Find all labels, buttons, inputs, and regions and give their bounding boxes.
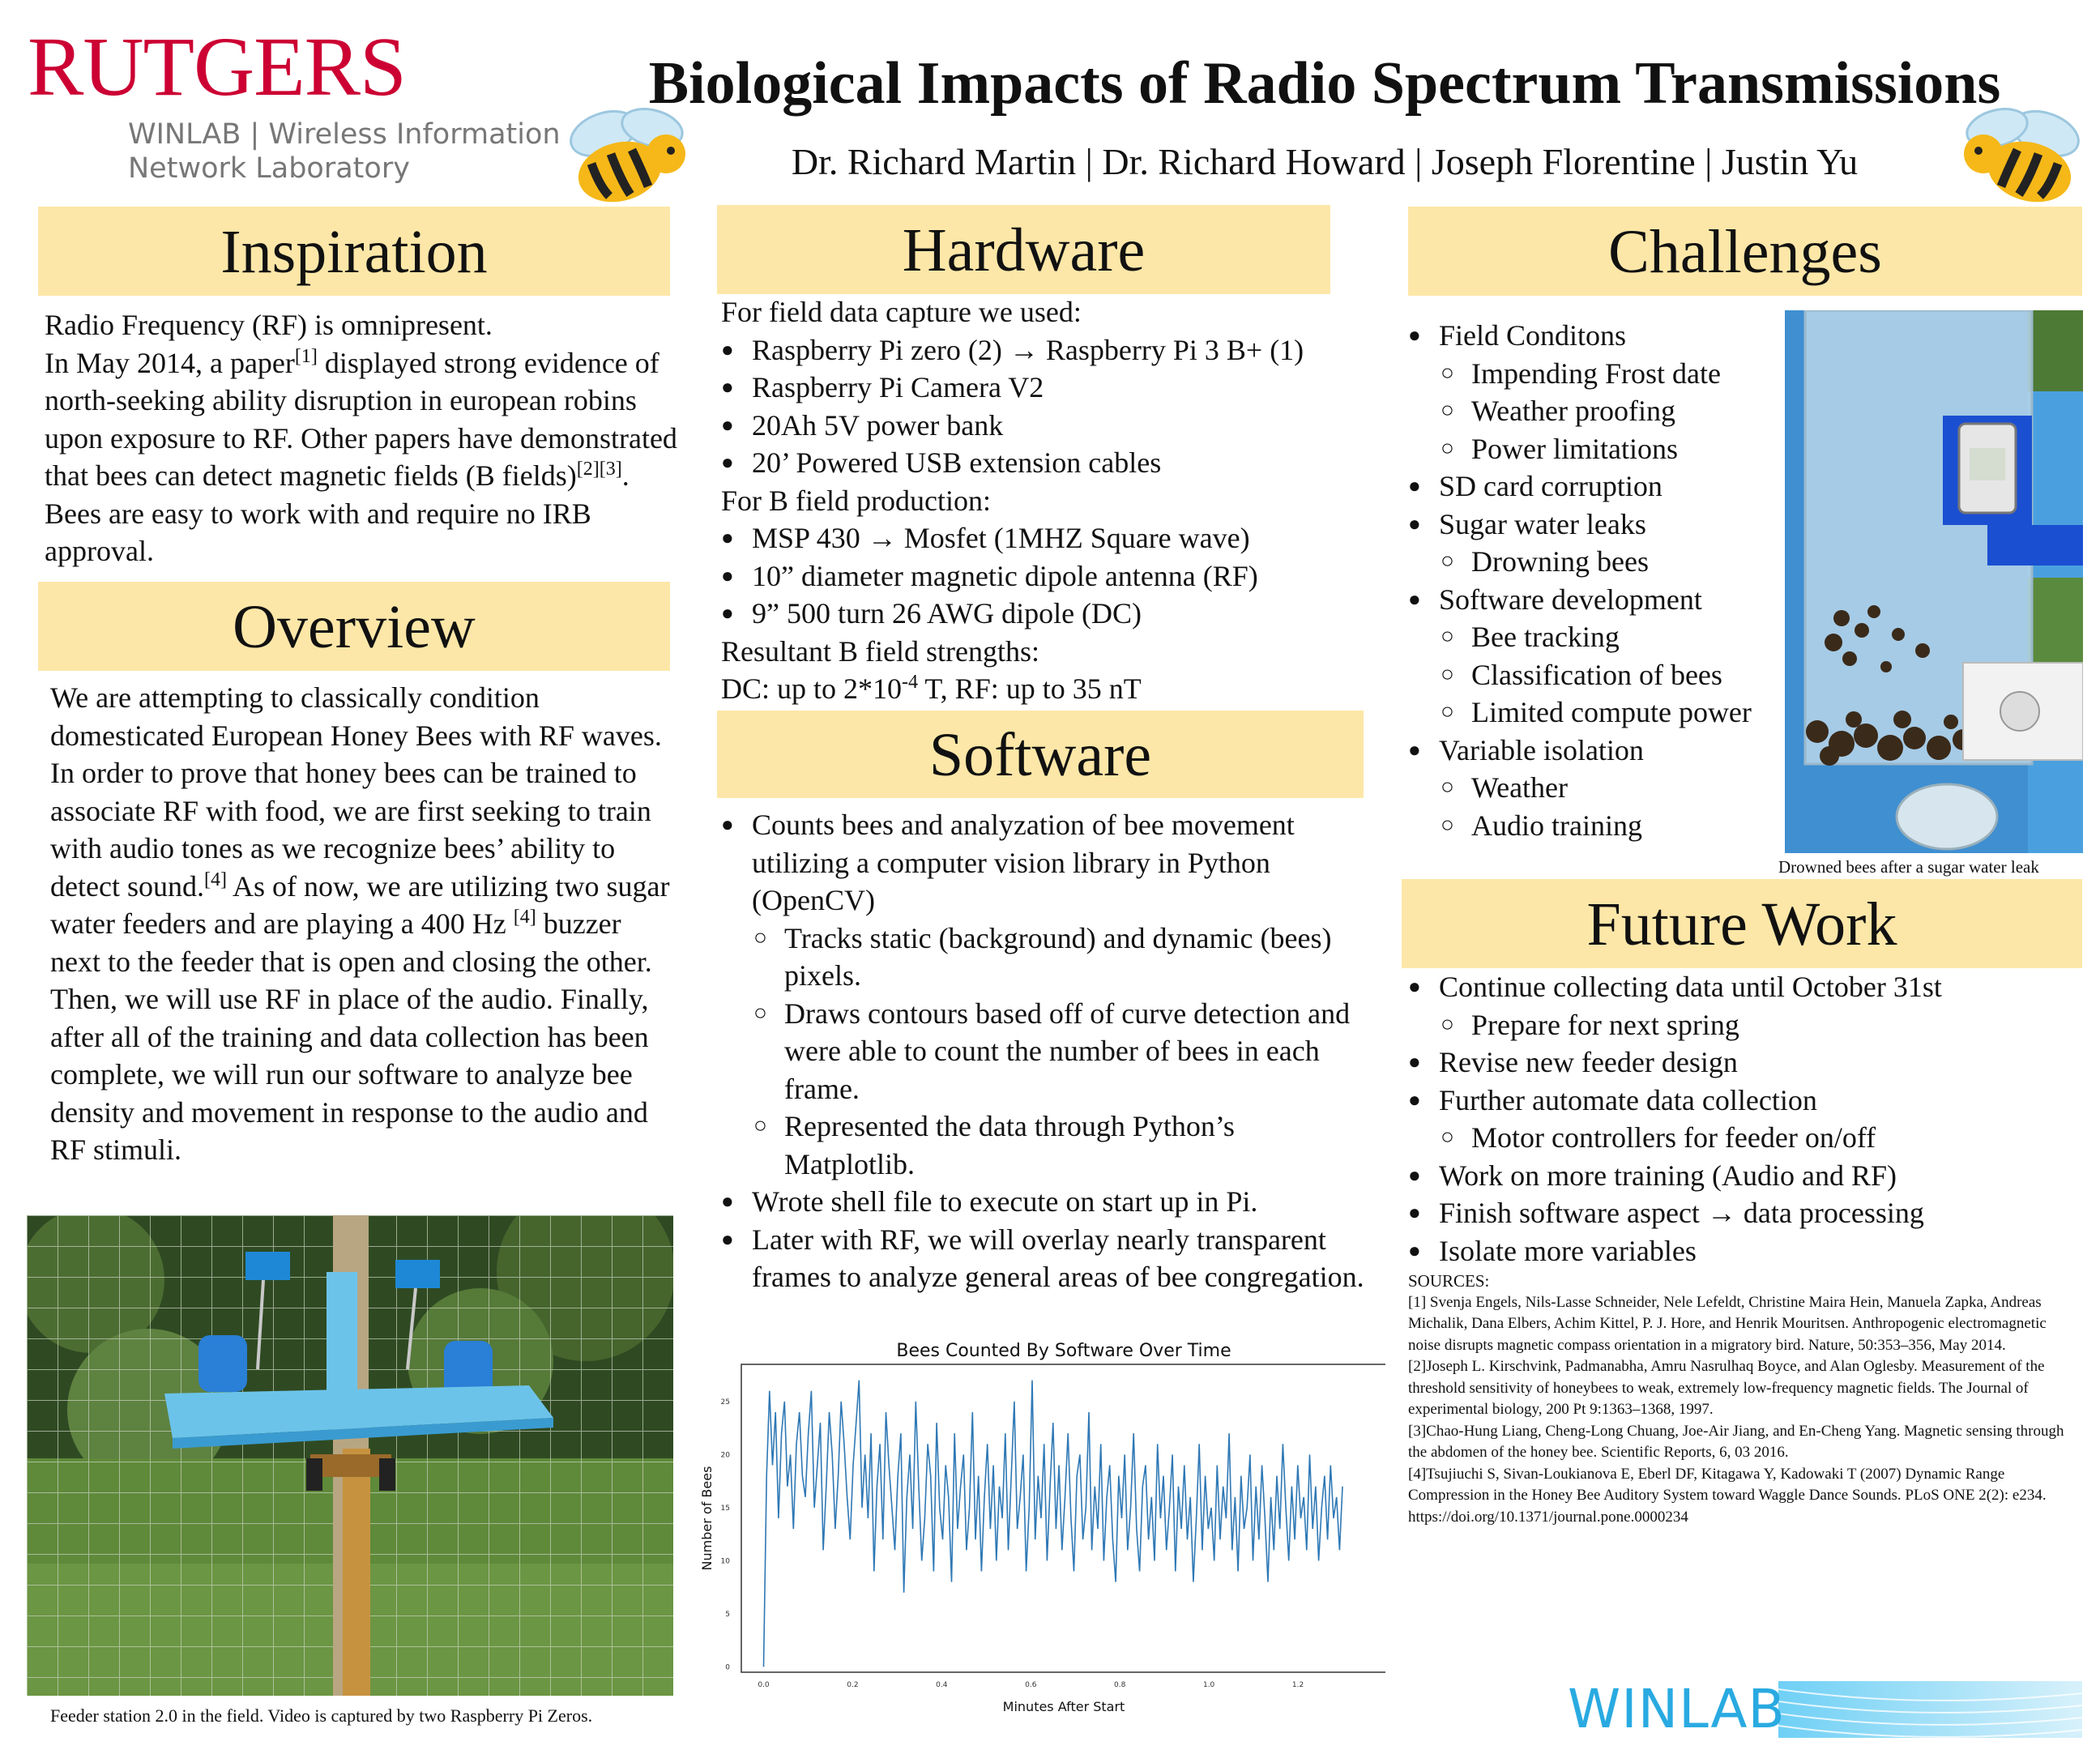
list-item: ● Further automate data collection xyxy=(1408,1082,2089,1120)
list-subitem: ○ Limited compute power xyxy=(1408,694,1781,732)
list-subitem: ○ Bee tracking xyxy=(1408,618,1781,656)
source-line: [4]Tsujiuchi S, Sivan-Loukianova E, Eberl DF, Kitagawa Y, Kadowaki T (2007) Dynamic Range Compression in the Honey Bee Auditory System toward Waggle Dance Sounds. PLoS ONE 2(2): e234. https://doi.org/10.1371/journal.pone.0000234 xyxy=(1408,1465,2047,1526)
software-header xyxy=(717,711,1364,798)
list-subitem: ○ Weather xyxy=(1408,769,1781,807)
bee-icon-right xyxy=(1944,105,2090,211)
list-item: ● Revise new feeder design xyxy=(1408,1044,2089,1082)
software-item: ● Counts bees and analyzation of bee movement utilizing a computer vision library in Python (OpenCV) xyxy=(721,806,1369,920)
inspiration-line1: Radio Frequency (RF) is omnipresent. xyxy=(45,309,493,341)
poster-title: Biological Impacts of Radio Spectrum Transmissions xyxy=(648,50,2001,117)
challenges-header xyxy=(1408,207,2082,296)
hardware-header xyxy=(717,205,1330,294)
y-tick-label: 5 xyxy=(725,1610,730,1619)
y-tick-label: 20 xyxy=(720,1451,730,1460)
rutgers-wordmark: RUTGERS xyxy=(28,20,406,113)
list-item: ● SD card corruption xyxy=(1408,467,1781,506)
future-work-text xyxy=(1408,968,2089,1270)
list-subitem: ○ Drowning bees xyxy=(1408,543,1781,581)
list-item: ● Sugar water leaks xyxy=(1408,506,1781,544)
software-text xyxy=(721,806,1369,1296)
winlab-lab-line2: Network Laboratory xyxy=(128,152,410,185)
list-item: ● Field Conditons xyxy=(1408,317,1781,355)
list-item: ● Variable isolation xyxy=(1408,732,1781,770)
chart-series-line xyxy=(764,1381,1343,1667)
list-item: ● Finish software aspect → data processing xyxy=(1408,1194,2089,1232)
poster-authors: Dr. Richard Martin | Dr. Richard Howard | Joseph Florentine | Justin Yu xyxy=(791,141,1859,182)
software-heading: Software xyxy=(928,721,1152,789)
hardware-capture-item: ● 20’ Powered USB extension cables xyxy=(721,444,1369,482)
inspiration-text xyxy=(45,306,685,570)
x-tick-label: 0.2 xyxy=(847,1681,859,1689)
hardware-capture-list xyxy=(721,331,1369,482)
bee-count-chart xyxy=(697,1337,1385,1718)
winlab-footer-logo xyxy=(1568,1681,2082,1738)
x-tick-label: 0.8 xyxy=(1114,1681,1126,1689)
chart-x-label: Minutes After Start xyxy=(1002,1699,1125,1714)
overview-text-a: We are attempting to classically condition domesticated European Honey Bees with RF waves. In order to prove that honey bees can be trained to associate RF with food, we are first seeking to train with audio tones as we recognize bees’ ability to detect sound. xyxy=(50,681,662,903)
x-tick-label: 1.0 xyxy=(1202,1681,1215,1689)
list-item: ● Isolate more variables xyxy=(1408,1232,2089,1270)
overview-heading: Overview xyxy=(233,593,476,661)
source-line: noise disrupts magnetic compass orientation in a migratory bird. Nature, 50:353–356, May 2014. xyxy=(1408,1336,2006,1354)
source-line: [1] Svenja Engels, Nils-Lasse Schneider, Nele Lefeldt, Christine Maira Hein, Manuela Zapka, Andreas xyxy=(1408,1293,2042,1311)
source-line: the abdomen of the honey bee. Scientific Reports, 6, 03 2016. xyxy=(1408,1444,1789,1461)
source-line: [3]Chao-Hung Liang, Cheng-Long Chuang, Joe-Air Jiang, and En-Cheng Yang. Magnetic sensing through xyxy=(1408,1422,2064,1440)
list-item: ● Continue collecting data until October 31st xyxy=(1408,968,2089,1006)
source-line: threshold sensitivity of honeybees to weak, extremely low-frequency magnetic fields. The Journal of xyxy=(1408,1379,2029,1397)
list-subitem: ○ Motor controllers for feeder on/off xyxy=(1408,1119,2089,1157)
list-subitem: ○ Classification of bees xyxy=(1408,656,1781,694)
list-item: ● Software development xyxy=(1408,581,1781,619)
hardware-capture-item: ● Raspberry Pi Camera V2 xyxy=(721,369,1369,407)
list-subitem: ○ Audio training xyxy=(1408,807,1781,845)
overview-text-b: As of now, we are utilizing two sugar water feeders and are playing a 400 Hz xyxy=(50,869,670,940)
chart-title: Bees Counted By Software Over Time xyxy=(896,1341,1231,1361)
result-dc: DC: up to 2*10 xyxy=(721,672,903,705)
hardware-result-values xyxy=(721,670,1369,708)
ref-4b: [4] xyxy=(513,907,536,928)
drowned-bees-photo xyxy=(1785,310,2083,853)
y-tick-label: 15 xyxy=(720,1504,730,1513)
overview-text-c: buzzer next to the feeder that is open and closing the other. Then, we will use RF in place of the audio. Finally, after all of the training and data collection has been complete, we will run our software to analyze bee density and movement in response to the audio and RF stimuli. xyxy=(50,907,652,1166)
bee-count-chart-svg xyxy=(697,1337,1385,1718)
feeder-station-photo xyxy=(27,1215,673,1696)
x-tick-label: 0.6 xyxy=(1025,1681,1037,1689)
overview-header xyxy=(38,582,670,671)
inspiration-text-a: In May 2014, a paper xyxy=(45,346,295,379)
inspiration-text-c: . Bees are easy to work with and require no IRB approval. xyxy=(45,459,630,567)
result-rf: T, RF: up to 35 nT xyxy=(918,672,1142,705)
overview-paragraph xyxy=(50,679,678,1169)
hardware-result-intro: Resultant B field strengths: xyxy=(721,634,1039,668)
inspiration-text-b: displayed strong evidence of north-seeking ability disruption in european robins upon exposure to RF. Other papers have demonstrated that bees can detect magnetic fields (B fields) xyxy=(45,346,677,492)
inspiration-heading: Inspiration xyxy=(220,218,488,286)
ref-4a: [4] xyxy=(203,869,227,890)
chart-y-label: Number of Bees xyxy=(699,1466,715,1571)
software-list xyxy=(721,806,1369,1296)
ref-1: [1] xyxy=(294,345,318,367)
future-work-list xyxy=(1408,968,2089,1270)
hardware-production-item: ● 10” diameter magnetic dipole antenna (RF) xyxy=(721,557,1369,595)
x-tick-label: 1.2 xyxy=(1291,1681,1304,1689)
source-line: Michalik, Dana Elbers, Achim Kittel, P. J. Hore, and Henrik Mouritsen. Anthropogenic electromagnetic xyxy=(1408,1315,2047,1332)
inspiration-paragraph xyxy=(45,344,685,570)
result-exponent: -4 xyxy=(902,672,919,693)
hardware-production-list xyxy=(721,519,1369,633)
y-tick-label: 0 xyxy=(725,1663,730,1672)
challenges-list xyxy=(1408,317,1781,844)
x-tick-label: 0.4 xyxy=(936,1681,948,1689)
hardware-production-item: ● 9” 500 turn 26 AWG dipole (DC) xyxy=(721,595,1369,633)
hardware-capture-item: ● Raspberry Pi zero (2) → Raspberry Pi 3 B+ (1) xyxy=(721,331,1369,369)
hardware-heading: Hardware xyxy=(902,216,1146,284)
sources-list xyxy=(1408,1292,2064,1529)
hardware-production-intro: For B field production: xyxy=(721,484,991,517)
ref-2-3: [2][3] xyxy=(576,459,622,480)
challenges-heading: Challenges xyxy=(1608,218,1882,286)
future-work-heading: Future Work xyxy=(1586,890,1897,958)
software-subitem: ○ Draws contours based off of curve detection and were able to count the number of bees in each frame. xyxy=(721,995,1369,1108)
software-subitem: ○ Represented the data through Python’s Matplotlib. xyxy=(721,1108,1369,1183)
hardware-capture-item: ● 20Ah 5V power bank xyxy=(721,407,1369,445)
overview-text xyxy=(50,679,678,1169)
software-item: ● Later with RF, we will overlay nearly transparent frames to analyze general areas of bee congregation. xyxy=(721,1221,1369,1296)
future-work-header xyxy=(1402,879,2082,968)
inspiration-header xyxy=(38,207,670,296)
list-subitem: ○ Impending Frost date xyxy=(1408,355,1781,393)
hardware-capture-intro: For field data capture we used: xyxy=(721,296,1082,328)
list-subitem: ○ Prepare for next spring xyxy=(1408,1006,2089,1044)
rutgers-logo xyxy=(28,20,561,193)
x-tick-label: 0.0 xyxy=(758,1681,770,1689)
software-item: ● Wrote shell file to execute on start up in Pi. xyxy=(721,1183,1369,1221)
source-line: [2]Joseph L. Kirschvink, Padmanabha, Amru Nasrulhaq Boyce, and Alan Oglesby. Measurement of the xyxy=(1408,1358,2045,1375)
hardware-text xyxy=(721,293,1369,708)
sources-heading: SOURCES: xyxy=(1408,1271,1490,1291)
y-tick-label: 10 xyxy=(720,1557,730,1566)
challenges-text xyxy=(1408,317,1781,844)
y-tick-label: 25 xyxy=(720,1398,730,1406)
feeder-photo-caption: Feeder station 2.0 in the field. Video is captured by two Raspberry Pi Zeros. xyxy=(50,1705,593,1726)
hardware-production-item: ● MSP 430 → Mosfet (1MHZ Square wave) xyxy=(721,519,1369,557)
sources xyxy=(1408,1270,2064,1528)
source-line: experimental biology, 200 Pt 9:1363–1368, 1997. xyxy=(1408,1401,1714,1418)
winlab-lab-line1: WINLAB | Wireless Information xyxy=(128,118,561,151)
drowned-bees-caption: Drowned bees after a sugar water leak xyxy=(1778,857,2039,877)
list-item: ● Work on more training (Audio and RF) xyxy=(1408,1157,2089,1195)
winlab-footer-wordmark: WINLAB xyxy=(1568,1681,1786,1738)
software-subitem: ○ Tracks static (background) and dynamic (bees) pixels. xyxy=(721,920,1369,995)
list-subitem: ○ Weather proofing xyxy=(1408,392,1781,430)
list-subitem: ○ Power limitations xyxy=(1408,430,1781,468)
